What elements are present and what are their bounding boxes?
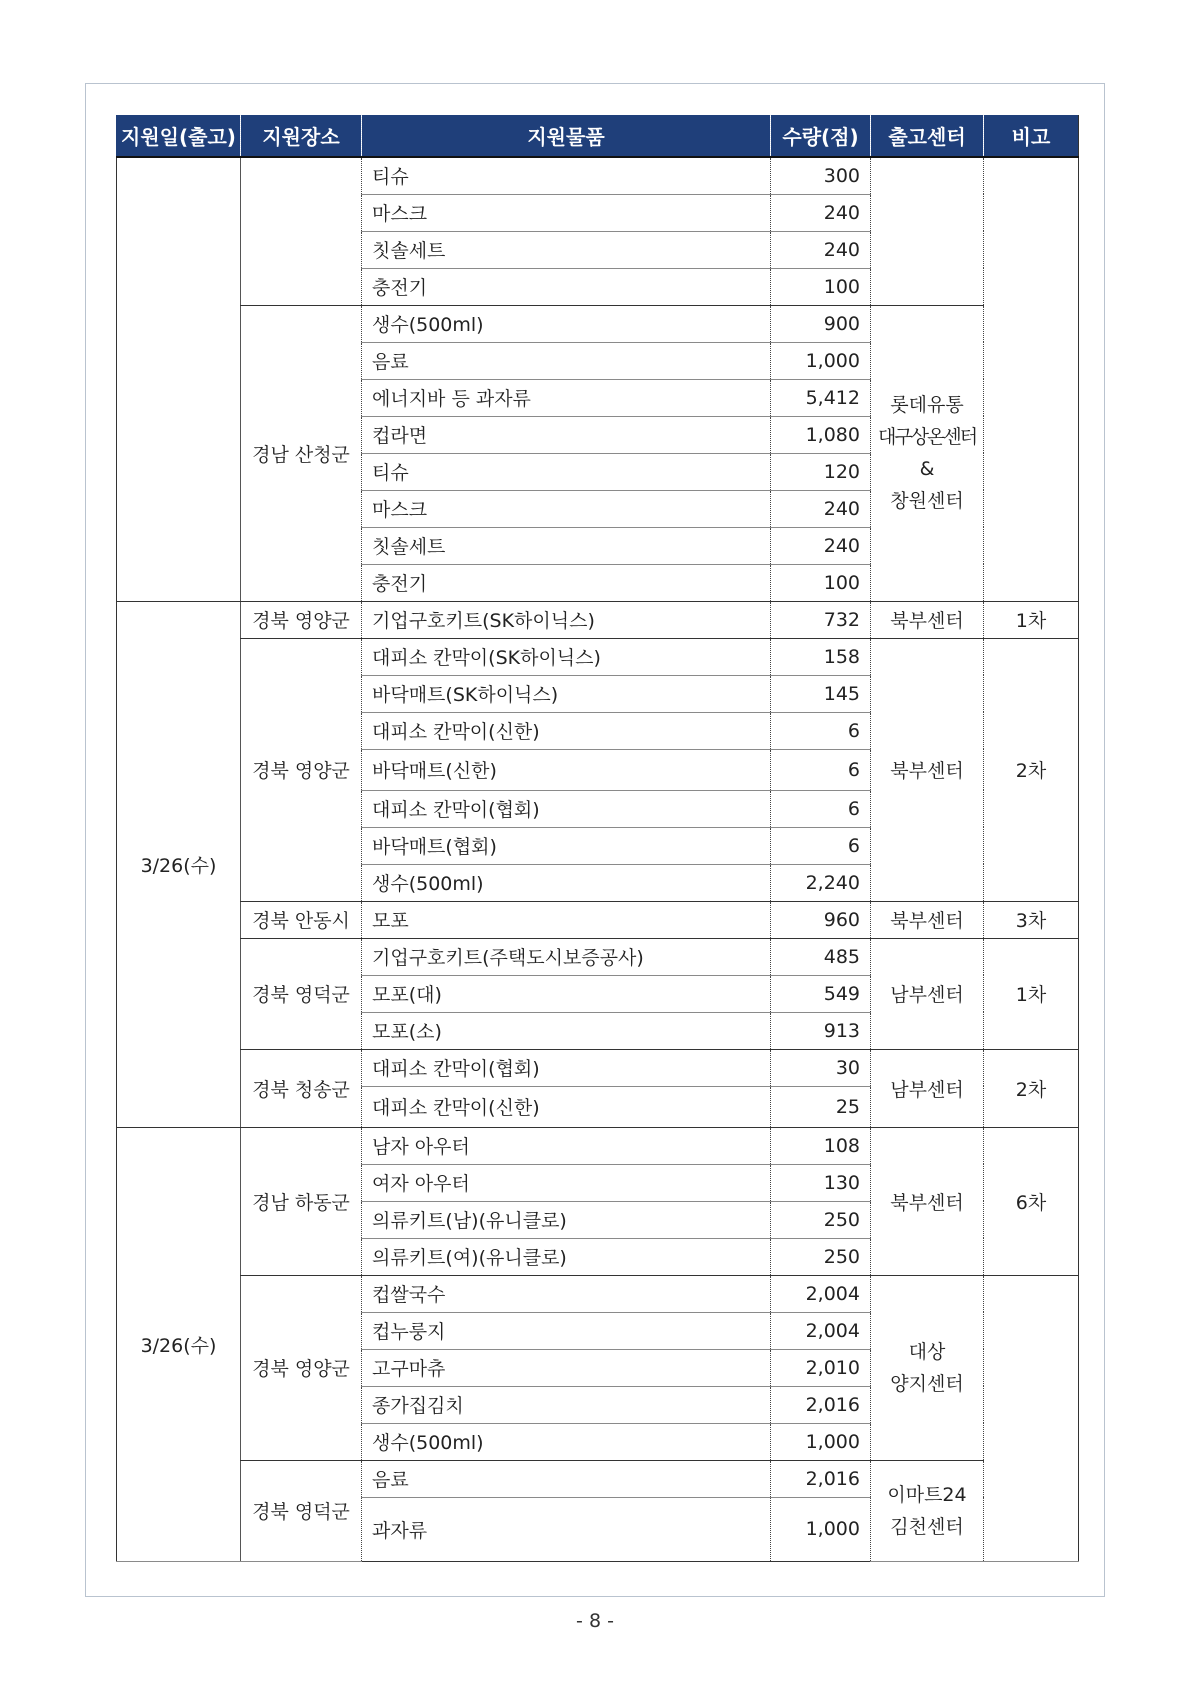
center-cell: 북부센터 [871,638,984,901]
table-row [117,305,1079,342]
qty-cell: 100 [771,564,871,601]
center-cell: 북부센터 [871,901,984,938]
header-qty: 수량(점) [771,115,871,157]
qty-cell: 732 [771,601,871,638]
qty-cell: 900 [771,305,871,342]
item-cell: 대피소 칸막이(협회) [362,1049,771,1086]
table-row [117,901,1079,938]
qty-cell: 913 [771,1012,871,1049]
location-cell: 경북 영덕군 [241,1460,362,1561]
qty-cell: 120 [771,453,871,490]
qty-cell: 250 [771,1201,871,1238]
qty-cell: 2,240 [771,864,871,901]
item-cell: 컵라면 [362,416,771,453]
qty-cell: 250 [771,1238,871,1275]
qty-cell: 2,016 [771,1386,871,1423]
qty-cell: 6 [771,749,871,790]
item-cell: 컵누룽지 [362,1312,771,1349]
item-cell: 칫솔세트 [362,527,771,564]
note-cell: 1차 [984,938,1079,1049]
header-center: 출고센터 [871,115,984,157]
location-cell: 경북 안동시 [241,901,362,938]
item-cell: 여자 아우터 [362,1164,771,1201]
qty-cell: 6 [771,827,871,864]
qty-cell: 6 [771,790,871,827]
item-cell: 기업구호키트(주택도시보증공사) [362,938,771,975]
qty-cell: 1,000 [771,1497,871,1561]
item-cell: 충전기 [362,564,771,601]
qty-cell: 2,016 [771,1460,871,1497]
date-cell: 3/26(수) [117,1127,241,1561]
item-cell: 바닥매트(협회) [362,827,771,864]
location-cell: 경남 산청군 [241,305,362,601]
item-cell: 칫솔세트 [362,231,771,268]
item-cell: 에너지바 등 과자류 [362,379,771,416]
table-row [117,1460,1079,1497]
qty-cell: 5,412 [771,379,871,416]
item-cell: 컵쌀국수 [362,1275,771,1312]
item-cell: 남자 아우터 [362,1127,771,1164]
note-cell: 6차 [984,1127,1079,1275]
location-cell: 경북 영양군 [241,601,362,638]
qty-cell: 145 [771,675,871,712]
item-cell: 의류키트(남)(유니클로) [362,1201,771,1238]
center-line: 대구상온센터 [877,426,977,448]
center-line: 창원센터 [890,490,964,512]
item-cell: 대피소 칸막이(SK하이닉스) [362,638,771,675]
item-cell: 티슈 [362,157,771,194]
center-cell: 북부센터 [871,601,984,638]
note-cell: 3차 [984,901,1079,938]
center-line: 양지센터 [890,1372,964,1395]
location-cell: 경북 영양군 [241,1275,362,1460]
qty-cell: 240 [771,490,871,527]
qty-cell: 1,000 [771,342,871,379]
item-cell: 대피소 칸막이(신한) [362,1086,771,1127]
item-cell: 모포(대) [362,975,771,1012]
center-cell-daesang [871,1275,984,1460]
item-cell: 의류키트(여)(유니클로) [362,1238,771,1275]
date-cell: 3/26(수) [117,601,241,1127]
item-cell: 음료 [362,342,771,379]
center-cell: 남부센터 [871,938,984,1049]
qty-cell: 158 [771,638,871,675]
center-cell-lotte [871,305,984,601]
center-cell: 북부센터 [871,1127,984,1275]
item-cell: 고구마츄 [362,1349,771,1386]
page-number: - 8 - [576,1610,614,1632]
qty-cell: 108 [771,1127,871,1164]
date-cell-empty [117,157,241,601]
qty-cell: 960 [771,901,871,938]
center-line: 김천센터 [890,1515,964,1538]
location-cell-empty [241,157,362,305]
relief-supply-table [116,115,1079,1562]
qty-cell: 25 [771,1086,871,1127]
table-row [117,157,1079,194]
location-cell: 경북 영덕군 [241,938,362,1049]
qty-cell: 100 [771,268,871,305]
table-row [117,1127,1079,1164]
qty-cell: 300 [771,157,871,194]
center-cell-empty [871,157,984,305]
item-cell: 모포 [362,901,771,938]
item-cell: 마스크 [362,194,771,231]
header-date: 지원일(출고) [117,115,241,157]
item-cell: 바닥매트(신한) [362,749,771,790]
table-row [117,638,1079,675]
note-cell: 2차 [984,638,1079,901]
item-cell: 마스크 [362,490,771,527]
qty-cell: 130 [771,1164,871,1201]
qty-cell: 30 [771,1049,871,1086]
center-line: & [919,458,935,480]
qty-cell: 240 [771,231,871,268]
qty-cell: 240 [771,527,871,564]
qty-cell: 485 [771,938,871,975]
header-location: 지원장소 [241,115,362,157]
item-cell: 충전기 [362,268,771,305]
item-cell: 대피소 칸막이(협회) [362,790,771,827]
note-cell: 2차 [984,1049,1079,1127]
note-cell: 1차 [984,601,1079,638]
item-cell: 음료 [362,1460,771,1497]
qty-cell: 1,080 [771,416,871,453]
location-cell: 경남 하동군 [241,1127,362,1275]
qty-cell: 6 [771,712,871,749]
center-line: 이마트24 [887,1483,967,1506]
table-row [117,1049,1079,1086]
item-cell: 바닥매트(SK하이닉스) [362,675,771,712]
header-item: 지원물품 [362,115,771,157]
qty-cell: 549 [771,975,871,1012]
item-cell: 티슈 [362,453,771,490]
center-line: 롯데유통 [890,394,964,416]
qty-cell: 240 [771,194,871,231]
item-cell: 생수(500ml) [362,305,771,342]
center-cell: 남부센터 [871,1049,984,1127]
item-cell: 종가집김치 [362,1386,771,1423]
center-cell-emart [871,1460,984,1561]
location-cell: 경북 영양군 [241,638,362,901]
center-line: 대상 [908,1340,946,1363]
note-cell-empty [984,157,1079,601]
table-row [117,1275,1079,1312]
table-header-row [117,115,1079,157]
header-note: 비고 [984,115,1079,157]
qty-cell: 2,004 [771,1312,871,1349]
qty-cell: 2,010 [771,1349,871,1386]
location-cell: 경북 청송군 [241,1049,362,1127]
qty-cell: 2,004 [771,1275,871,1312]
qty-cell: 1,000 [771,1423,871,1460]
item-cell: 대피소 칸막이(신한) [362,712,771,749]
item-cell: 생수(500ml) [362,864,771,901]
note-cell-empty [984,1275,1079,1561]
item-cell: 생수(500ml) [362,1423,771,1460]
table-row [117,938,1079,975]
item-cell: 과자류 [362,1497,771,1561]
table-row [117,601,1079,638]
item-cell: 모포(소) [362,1012,771,1049]
item-cell: 기업구호키트(SK하이닉스) [362,601,771,638]
